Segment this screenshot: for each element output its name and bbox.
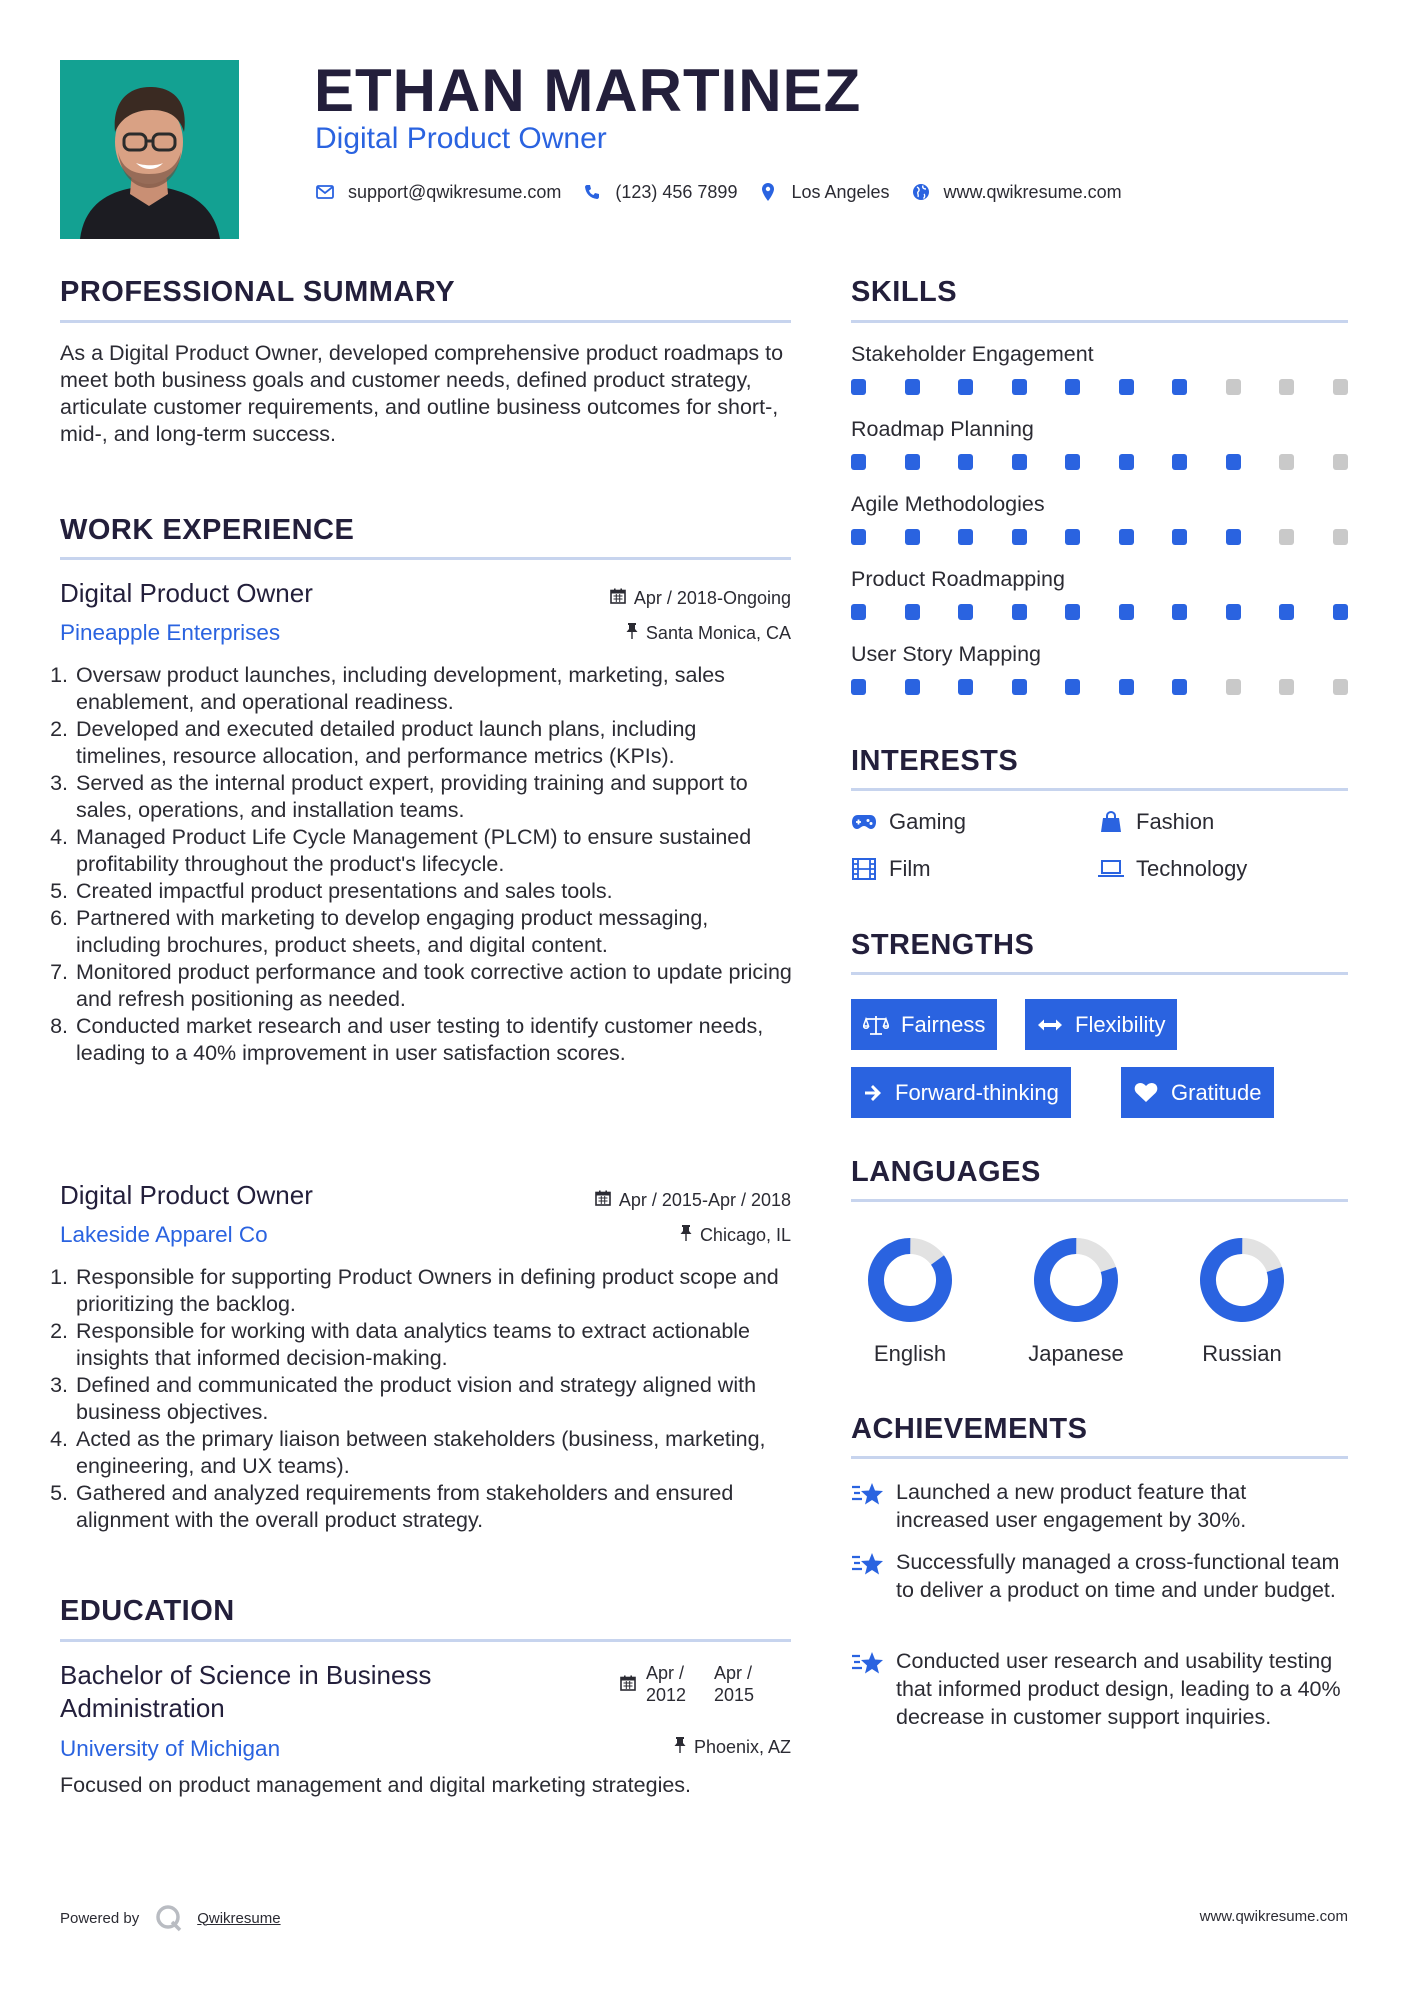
globe-icon — [910, 181, 932, 203]
skill-dot-filled — [1226, 529, 1241, 545]
skill-dot-filled — [1012, 529, 1027, 545]
job-location — [626, 623, 791, 644]
interest-item-gaming — [851, 809, 966, 835]
footer-website[interactable]: www.qwikresume.com — [1199, 1908, 1348, 1925]
contact-phone[interactable]: (123) 456 7899 — [615, 181, 738, 202]
calendar-icon — [620, 1674, 636, 1706]
skill-dot-filled — [1172, 604, 1187, 620]
list-item: 2. Responsible for working with data analytics teams to extract actionable insights that informed decision-making. — [74, 1318, 793, 1372]
skill-rating — [851, 379, 1348, 397]
skill-label: Product Roadmapping — [851, 567, 1065, 591]
skill-dot-empty — [1333, 529, 1348, 545]
skill-dot-filled — [1065, 604, 1080, 620]
job-bullets — [56, 662, 793, 1067]
languages-divider — [851, 1199, 1348, 1202]
language-label: Japanese — [1028, 1341, 1124, 1366]
profile-photo — [60, 60, 239, 239]
strength-chip-fairness — [851, 999, 997, 1050]
skill-dot-empty — [1226, 379, 1241, 395]
calendar-icon — [595, 1190, 611, 1211]
language-level — [1033, 1237, 1119, 1323]
achievement-text: Successfully managed a cross-functional team to deliver a product on time and under budget. — [896, 1550, 1340, 1602]
school-name[interactable]: University of Michigan — [60, 1736, 281, 1761]
job-dates-text: Apr / 2018-Ongoing — [633, 588, 791, 608]
skill-rating — [851, 679, 1348, 697]
skill-label: Roadmap Planning — [851, 417, 1034, 441]
skill-dot-filled — [958, 454, 973, 470]
footer-powered-by — [60, 1904, 281, 1932]
shooting-star-icon — [851, 1481, 885, 1507]
list-item: 8. Conducted market research and user testing to identify customer needs, leading to a 40% improvement in user satisfaction scores. — [74, 1013, 793, 1067]
skill-label: Agile Methodologies — [851, 492, 1045, 516]
skill-dot-empty — [1279, 529, 1294, 545]
job-location-text: Chicago, IL — [699, 1225, 791, 1245]
film-icon — [851, 858, 877, 880]
phone-icon — [581, 181, 603, 203]
contact-email[interactable]: support@qwikresume.com — [348, 181, 562, 202]
interest-item-fashion — [1098, 809, 1214, 835]
interest-item-technology — [1098, 856, 1247, 882]
skill-dot-empty — [1226, 679, 1241, 695]
education-dates — [620, 1662, 766, 1706]
balance-scale-icon — [863, 1014, 889, 1036]
skill-dot-filled — [1012, 454, 1027, 470]
interest-label: Fashion — [1136, 809, 1215, 834]
skill-rating — [851, 529, 1348, 547]
skill-dot-filled — [1226, 454, 1241, 470]
skill-dot-empty — [1279, 454, 1294, 470]
summary-heading: PROFESSIONAL SUMMARY — [60, 276, 456, 308]
skill-dot-empty — [1279, 379, 1294, 395]
skill-dot-filled — [905, 604, 920, 620]
job-bullets — [56, 1264, 793, 1534]
skill-dot-filled — [1333, 604, 1348, 620]
skill-dot-empty — [1333, 679, 1348, 695]
skill-dot-filled — [1065, 454, 1080, 470]
strengths-divider — [851, 972, 1348, 975]
education-divider — [60, 1639, 791, 1642]
skill-label: User Story Mapping — [851, 642, 1041, 666]
experience-heading: WORK EXPERIENCE — [60, 514, 355, 546]
strength-chip-forward-thinking — [851, 1067, 1071, 1118]
skill-dot-filled — [905, 379, 920, 395]
laptop-icon — [1098, 858, 1124, 880]
skill-dot-filled — [1226, 604, 1241, 620]
skill-dot-filled — [851, 379, 866, 395]
skill-dot-filled — [1012, 604, 1027, 620]
achievement-item — [851, 1647, 1343, 1731]
skill-dot-filled — [1172, 679, 1187, 695]
pushpin-icon — [680, 1225, 692, 1246]
language-donut — [1199, 1237, 1285, 1323]
skill-dot-empty — [1333, 379, 1348, 395]
skill-dot-filled — [851, 454, 866, 470]
skill-dot-filled — [1012, 679, 1027, 695]
skill-dot-filled — [958, 529, 973, 545]
education-location-text: Phoenix, AZ — [693, 1737, 791, 1757]
skill-dot-filled — [905, 679, 920, 695]
job-title: Digital Product Owner — [60, 578, 313, 608]
strength-chip-flexibility — [1025, 999, 1177, 1050]
candidate-role: Digital Product Owner — [315, 122, 607, 155]
achievement-item — [851, 1548, 1343, 1604]
list-item: 3. Served as the internal product expert, providing training and support to sales, operations, and installation teams. — [74, 770, 793, 824]
language-level — [1199, 1237, 1285, 1323]
summary-divider — [60, 320, 791, 323]
job-location — [680, 1225, 791, 1246]
list-item: 3. Defined and communicated the product vision and strategy aligned with business objectives. — [74, 1372, 793, 1426]
interest-label: Film — [889, 856, 931, 881]
achievement-text: Conducted user research and usability testing that informed product design, leading to a 40% decrease in customer support inquiries. — [896, 1649, 1341, 1729]
skill-dot-filled — [1012, 379, 1027, 395]
achievements-heading: ACHIEVEMENTS — [851, 1413, 1088, 1445]
achievement-text: Launched a new product feature that increased user engagement by 30%. — [896, 1480, 1247, 1532]
skill-dot-filled — [1172, 379, 1187, 395]
contact-bar — [314, 178, 1142, 206]
contact-website[interactable]: www.qwikresume.com — [943, 181, 1122, 202]
skill-dot-filled — [1065, 529, 1080, 545]
list-item: 5. Gathered and analyzed requirements from stakeholders and ensured alignment with the overall product strategy. — [74, 1480, 793, 1534]
skills-heading: SKILLS — [851, 276, 958, 308]
list-item: 6. Partnered with marketing to develop engaging product messaging, including brochures, product sheets, and digital content. — [74, 905, 793, 959]
strength-chip-gratitude — [1121, 1067, 1274, 1118]
interests-heading: INTERESTS — [851, 745, 1019, 777]
skill-dot-filled — [851, 604, 866, 620]
list-item: 2. Developed and executed detailed product launch plans, including timelines, resource allocation, and performance metrics (KPIs). — [74, 716, 793, 770]
skill-dot-filled — [1172, 529, 1187, 545]
skill-dot-filled — [958, 604, 973, 620]
list-item: 5. Created impactful product presentations and sales tools. — [74, 878, 793, 905]
company-name[interactable]: Lakeside Apparel Co — [60, 1222, 268, 1247]
achievements-divider — [851, 1456, 1348, 1459]
skill-dot-filled — [1065, 679, 1080, 695]
language-label: Russian — [1202, 1341, 1282, 1366]
powered-by-label: Powered by — [60, 1909, 140, 1927]
skill-dot-filled — [905, 529, 920, 545]
skill-dot-filled — [1119, 679, 1134, 695]
list-item: 4. Managed Product Life Cycle Management (PLCM) to ensure sustained profitability throughout the product's lifecycle. — [74, 824, 793, 878]
shooting-star-icon — [851, 1551, 885, 1577]
job-location-text: Santa Monica, CA — [645, 623, 791, 643]
pushpin-icon — [674, 1737, 686, 1758]
heart-icon — [1133, 1082, 1159, 1104]
education-description: Focused on product management and digital marketing strategies. — [60, 1773, 692, 1797]
skill-dot-filled — [1119, 529, 1134, 545]
gamepad-icon — [851, 811, 877, 833]
language-donut — [867, 1237, 953, 1323]
skill-rating — [851, 604, 1348, 622]
shooting-star-icon — [851, 1650, 885, 1676]
skill-dot-filled — [851, 679, 866, 695]
experience-divider — [60, 557, 791, 560]
calendar-icon — [610, 588, 626, 609]
job-dates — [610, 588, 791, 609]
map-pin-icon — [757, 181, 779, 203]
interest-label: Gaming — [889, 809, 967, 834]
skill-dot-filled — [1119, 604, 1134, 620]
footer-brand-link[interactable]: Qwikresume — [197, 1909, 281, 1927]
strengths-heading: STRENGTHS — [851, 929, 1035, 961]
language-level — [867, 1237, 953, 1323]
skill-dot-filled — [958, 679, 973, 695]
language-label: English — [873, 1341, 947, 1366]
skill-dot-filled — [905, 454, 920, 470]
achievement-item — [851, 1478, 1343, 1534]
shopping-bag-icon — [1098, 811, 1124, 833]
skill-dot-filled — [958, 379, 973, 395]
education-start: Apr / 2012 — [646, 1663, 687, 1705]
language-donut — [1033, 1237, 1119, 1323]
candidate-name: ETHAN MARTINEZ — [314, 57, 862, 124]
list-item: 7. Monitored product performance and took corrective action to update pricing and refresh positioning as needed. — [74, 959, 793, 1013]
list-item: 1. Responsible for supporting Product Owners in defining product scope and prioritizing the backlog. — [74, 1264, 793, 1318]
list-item: 4. Acted as the primary liaison between stakeholders (business, marketing, engineering, and UX teams). — [74, 1426, 793, 1480]
skill-rating — [851, 454, 1348, 472]
job-title: Digital Product Owner — [60, 1180, 313, 1210]
strength-label: Forward-thinking — [895, 1079, 1059, 1105]
skill-dot-empty — [1333, 454, 1348, 470]
education-heading: EDUCATION — [60, 1595, 235, 1627]
strength-label: Flexibility — [1075, 1011, 1166, 1037]
interest-label: Technology — [1136, 856, 1248, 881]
summary-text: As a Digital Product Owner, developed comprehensive product roadmaps to meet both business goals and customer needs, defined product strategy, articulate customer requirements, and outline business outcomes for short-, mid-, and long-term success. — [60, 341, 784, 446]
education-end: Apr / 2015 — [714, 1663, 755, 1705]
company-name[interactable]: Pineapple Enterprises — [60, 620, 281, 645]
education-location — [674, 1737, 791, 1758]
skill-dot-filled — [1119, 454, 1134, 470]
skill-dot-filled — [1119, 379, 1134, 395]
job-dates — [595, 1190, 791, 1211]
pushpin-icon — [626, 623, 638, 644]
skill-dot-filled — [1279, 604, 1294, 620]
skill-dot-filled — [1172, 454, 1187, 470]
interests-divider — [851, 788, 1348, 791]
interest-item-film — [851, 856, 931, 882]
qwikresume-logo-icon — [155, 1904, 183, 1932]
strength-label: Gratitude — [1171, 1079, 1262, 1105]
skill-label: Stakeholder Engagement — [851, 342, 1094, 366]
strength-label: Fairness — [901, 1011, 986, 1037]
contact-location: Los Angeles — [791, 181, 890, 202]
arrow-right-icon — [863, 1082, 883, 1104]
skill-dot-filled — [851, 529, 866, 545]
languages-heading: LANGUAGES — [851, 1156, 1041, 1188]
job-dates-text: Apr / 2015-Apr / 2018 — [618, 1190, 791, 1210]
degree-title: Bachelor of Science in Business Administration — [60, 1660, 432, 1723]
list-item: 1. Oversaw product launches, including development, marketing, sales enablement, and operational readiness. — [74, 662, 793, 716]
arrows-horizontal-icon — [1037, 1014, 1063, 1036]
envelope-icon — [314, 181, 336, 203]
skill-dot-empty — [1279, 679, 1294, 695]
skills-divider — [851, 320, 1348, 323]
skill-dot-filled — [1065, 379, 1080, 395]
